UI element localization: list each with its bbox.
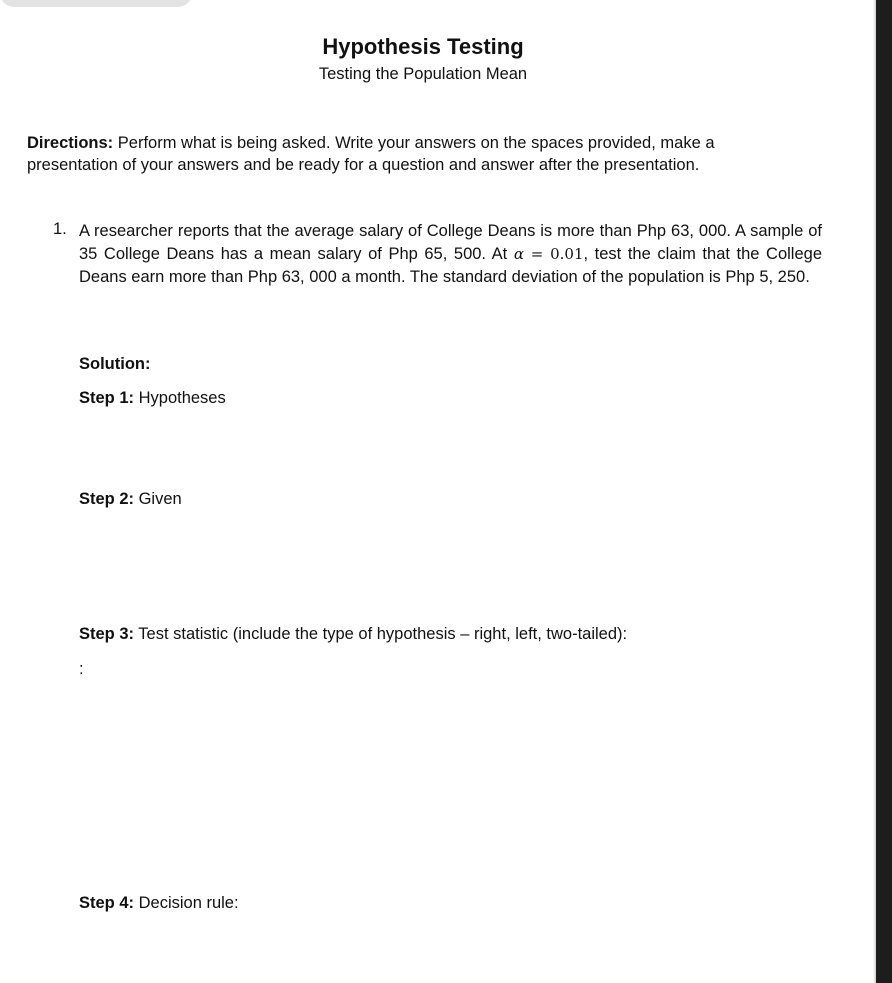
step-3 — [79, 625, 627, 644]
step-3-text: Test statistic (include the type of hypothesis – right, left, two-tailed): — [134, 625, 628, 643]
question-text — [79, 220, 822, 289]
step-4-label: Step 4: — [79, 894, 135, 912]
step-2-label: Step 2: — [79, 490, 135, 508]
page-title: Hypothesis Testing — [322, 34, 524, 59]
step-4-text: Decision rule: — [134, 894, 239, 912]
alpha-equals: = — [524, 245, 551, 263]
alpha-symbol: α — [513, 245, 524, 263]
step-1-label: Step 1: — [79, 389, 135, 407]
step-4 — [79, 894, 239, 913]
step-3-label: Step 3: — [79, 625, 135, 643]
step-1-text: Hypotheses — [134, 389, 226, 407]
solution-heading: Solution: — [79, 355, 151, 373]
right-edge-bar — [876, 0, 892, 983]
alpha-value: 0.01 — [550, 245, 584, 263]
directions-text: Perform what is being asked. Write your answers on the spaces provided, make a presentation of your answers and be ready for a question and answer after the presentation. — [27, 134, 715, 174]
step-2 — [79, 490, 182, 509]
directions-paragraph — [27, 133, 767, 176]
step-1 — [79, 389, 226, 408]
question-text-after: , test the claim that the College Deans earn more than Php 63, 000 a month. The standard deviation of the population is Php 5, 250. — [79, 245, 822, 286]
alpha-expression — [514, 245, 584, 263]
directions-label: Directions: — [27, 134, 114, 152]
stray-colon: : — [79, 660, 84, 678]
page-subtitle: Testing the Population Mean — [318, 65, 528, 83]
question-text-before: A researcher reports that the average salary of College Deans is more than Php 63, 000. A sample of 35 College Deans has a mean salary of Php 65, 500. At — [79, 222, 822, 263]
step-2-text: Given — [134, 490, 182, 508]
question-number: 1. — [53, 220, 67, 238]
